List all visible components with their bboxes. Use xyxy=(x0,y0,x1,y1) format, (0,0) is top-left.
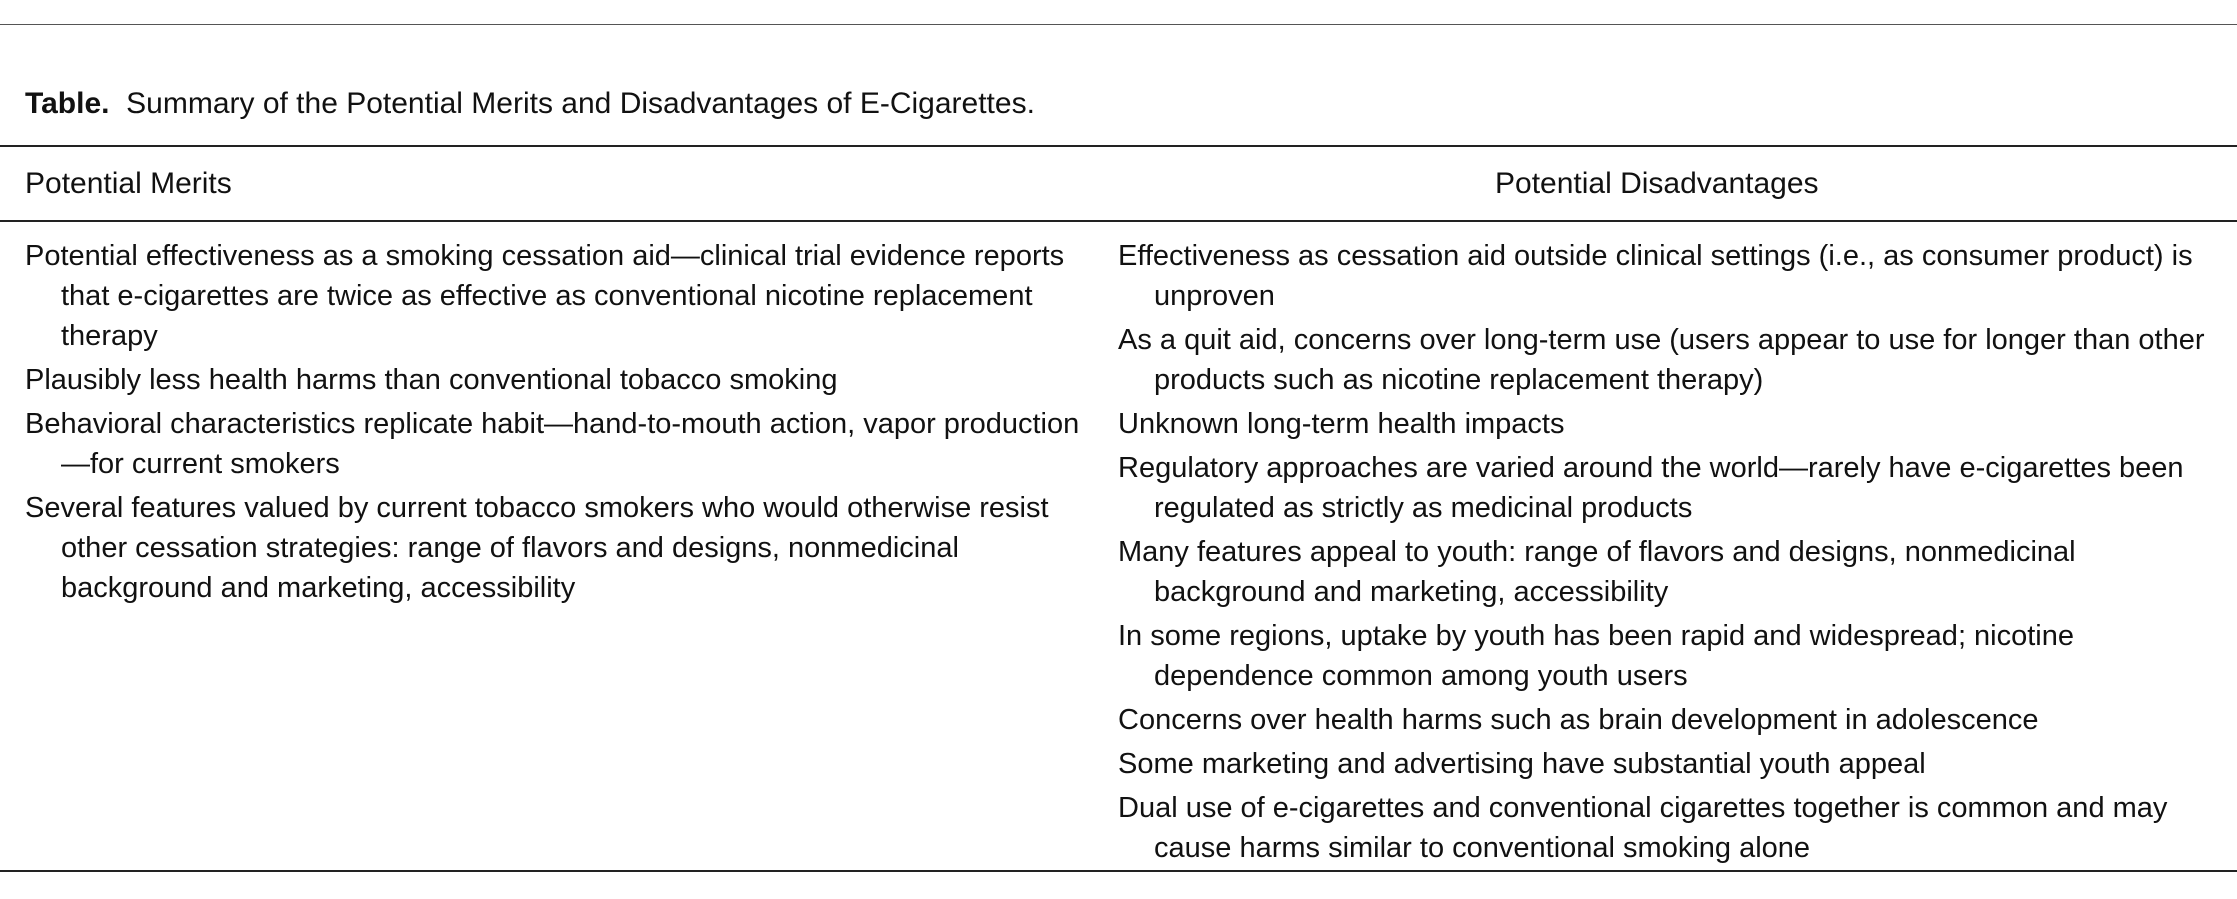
disadvantage-item: Many features appeal to youth: range of flavors and designs, nonmedicinal background and marketing, accessibility xyxy=(1118,536,2076,608)
disadvantage-item: Regulatory approaches are varied around the world—rarely have e-cigarettes been regulated as strictly as medicinal products xyxy=(1118,452,2184,524)
merits-list xyxy=(25,236,1085,612)
caption-rule xyxy=(0,145,2237,147)
header-rule xyxy=(0,220,2237,222)
caption-label: Table. xyxy=(25,87,110,120)
disadvantage-item: Dual use of e-cigarettes and conventional cigarettes together is common and may cause harms similar to conventional smoking alone xyxy=(1118,792,2168,864)
disadvantages-list xyxy=(1118,236,2218,872)
disadvantage-item: In some regions, uptake by youth has been rapid and widespread; nicotine dependence common among youth users xyxy=(1118,620,2075,692)
caption-text: Summary of the Potential Merits and Disadvantages of E-Cigarettes. xyxy=(126,87,1035,120)
disadvantage-item: Concerns over health harms such as brain development in adolescence xyxy=(1118,704,2039,736)
bottom-rule xyxy=(0,870,2237,872)
merit-item: Behavioral characteristics replicate habit—hand-to-mouth action, vapor production—for current smokers xyxy=(25,408,1080,480)
merit-item: Plausibly less health harms than conventional tobacco smoking xyxy=(25,364,838,396)
disadvantage-item: As a quit aid, concerns over long-term use (users appear to use for longer than other products such as nicotine replacement therapy) xyxy=(1118,324,2205,396)
merit-item: Several features valued by current tobacco smokers who would otherwise resist other cessation strategies: range of flavors and designs, nonmedicinal background and marketing, accessibility xyxy=(25,492,1049,604)
table-caption xyxy=(25,84,1035,124)
disadvantage-item: Some marketing and advertising have substantial youth appeal xyxy=(1118,748,1926,780)
top-page-rule xyxy=(0,24,2237,25)
disadvantage-item: Effectiveness as cessation aid outside clinical settings (i.e., as consumer product) is unproven xyxy=(1118,240,2193,312)
disadvantages-column-header: Potential Disadvantages xyxy=(1495,167,1819,200)
merits-column-header: Potential Merits xyxy=(25,167,232,200)
merit-item: Potential effectiveness as a smoking cessation aid—clinical trial evidence reports that e-cigarettes are twice as effective as conventional nicotine replacement therapy xyxy=(25,240,1065,352)
disadvantage-item: Unknown long-term health impacts xyxy=(1118,408,1565,440)
